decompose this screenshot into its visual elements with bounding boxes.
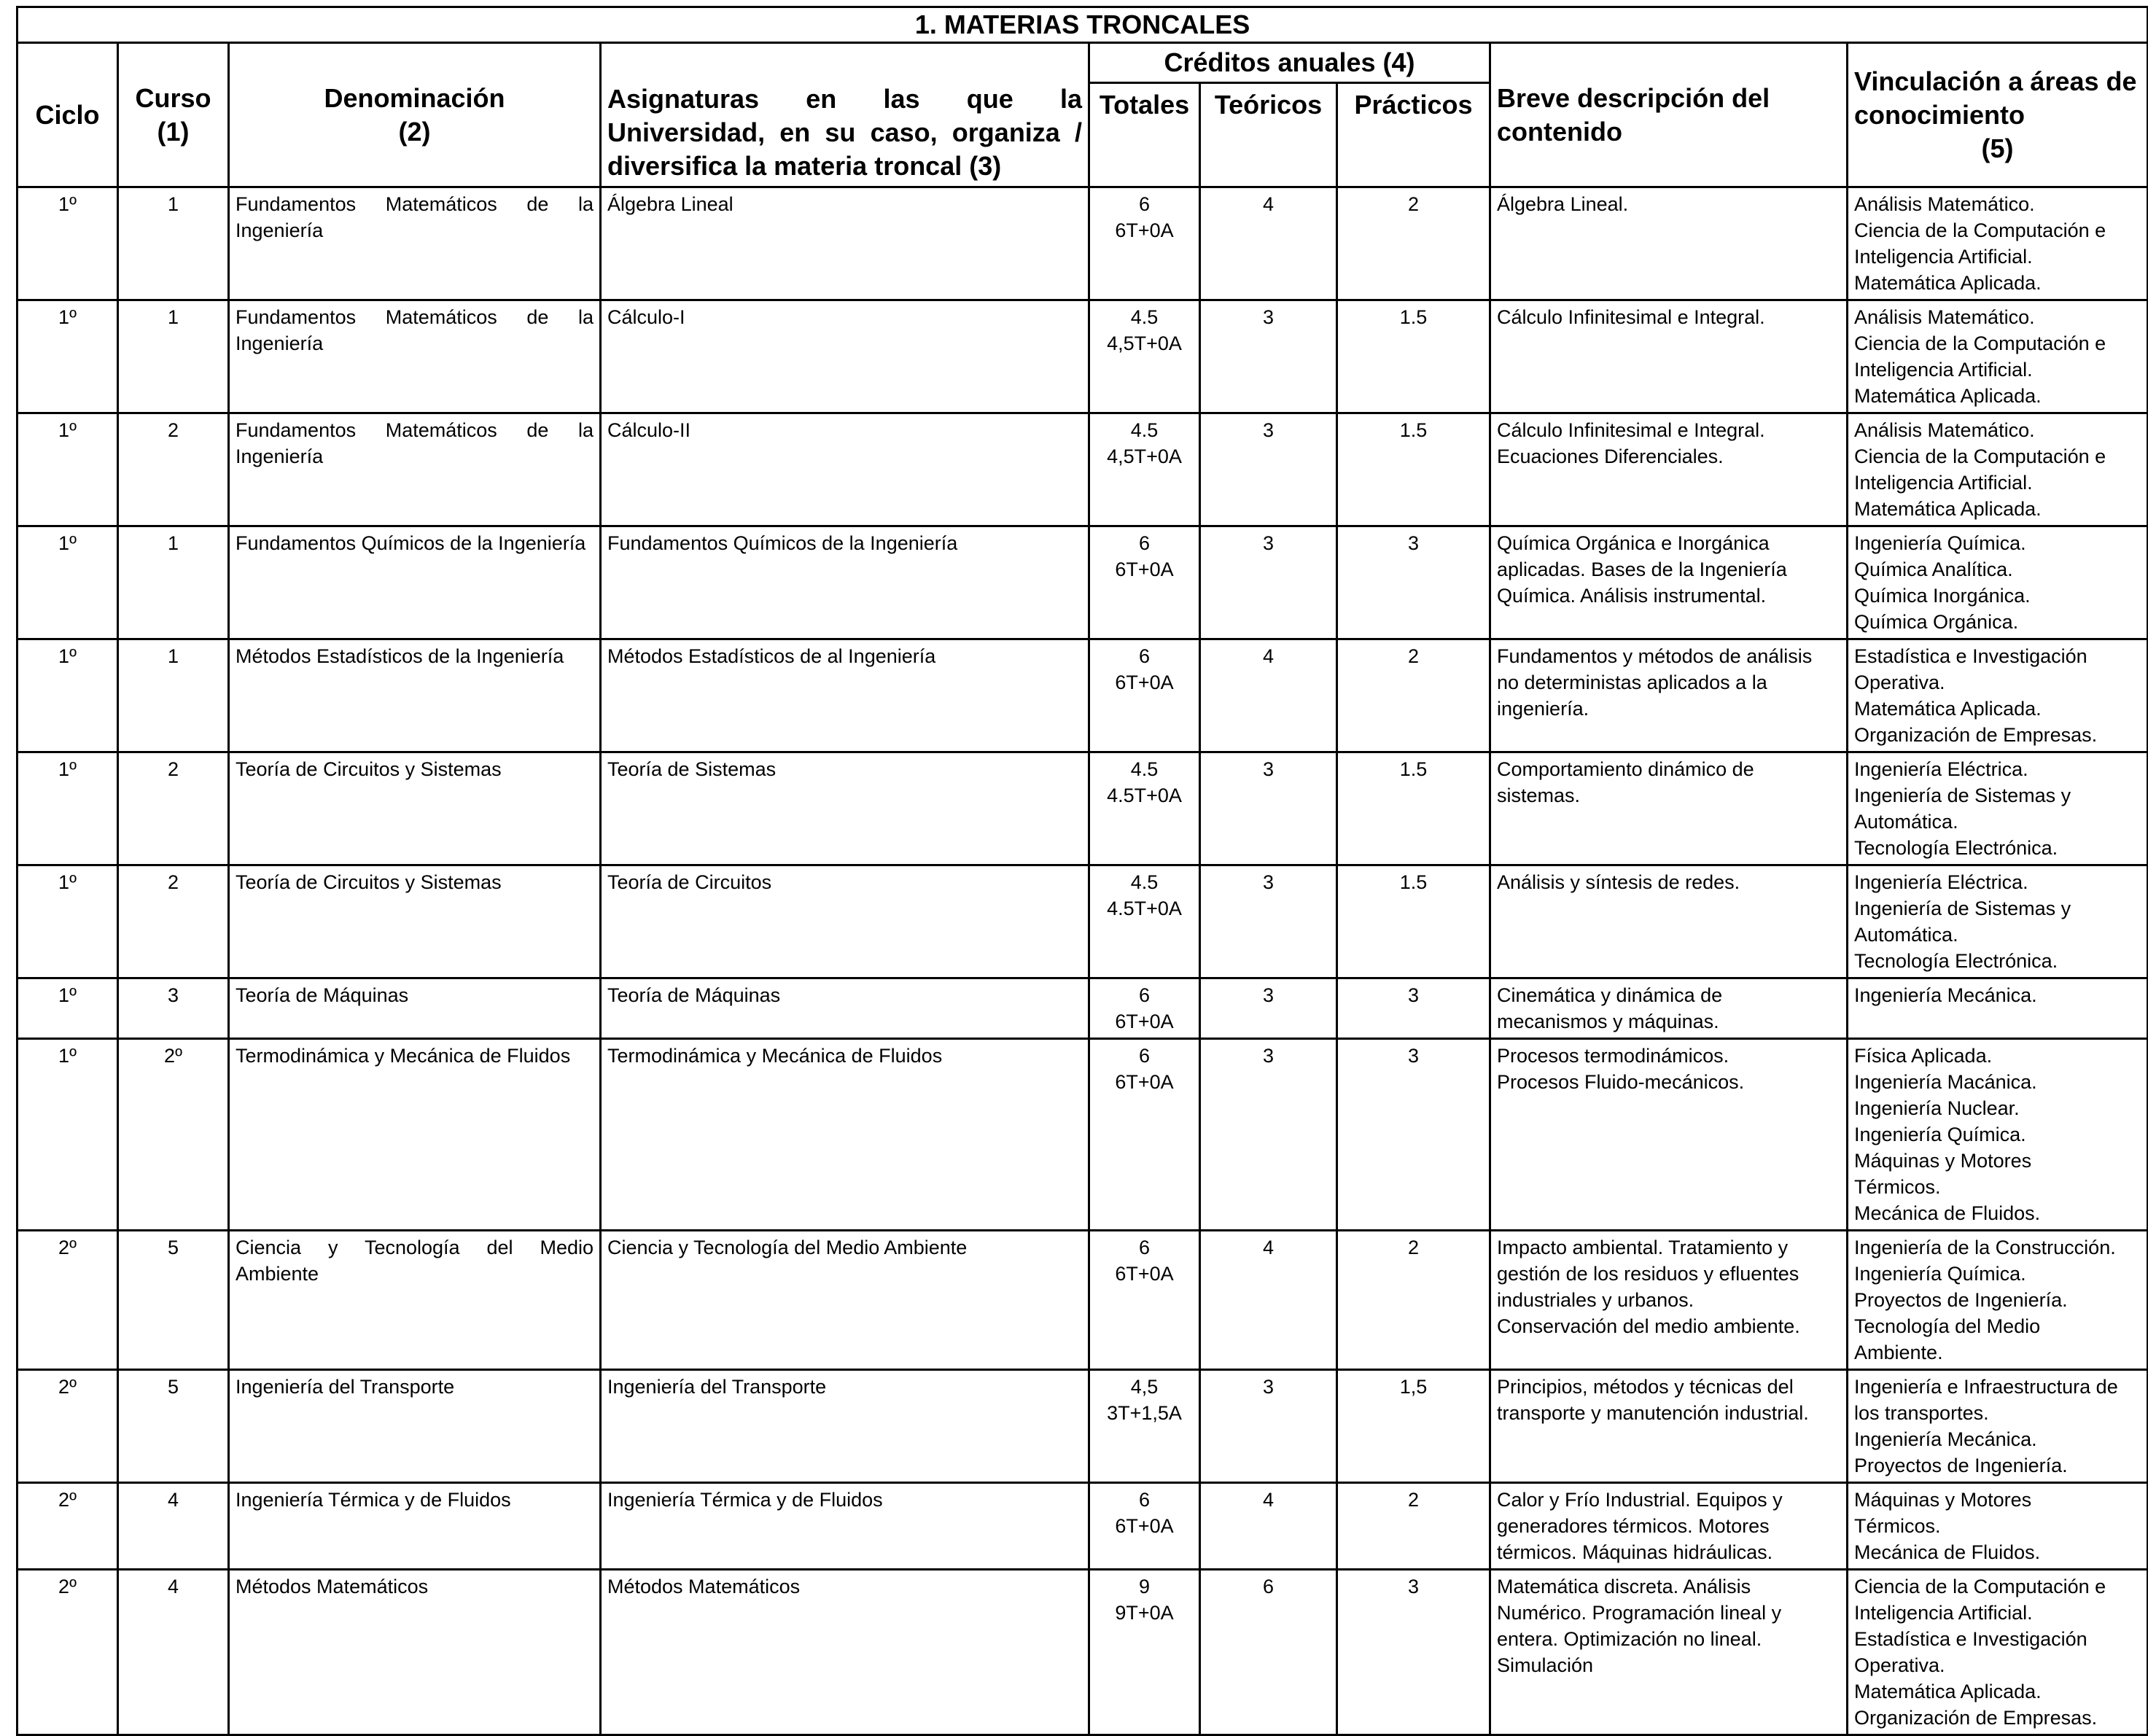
table-row — [17, 1039, 2148, 1231]
cell-vinculacion — [1848, 1231, 2148, 1370]
cell-descripcion — [1490, 1570, 1848, 1735]
cell-curso: 2 — [118, 752, 229, 865]
vinculacion-line: Análisis Matemático. — [1854, 193, 2035, 215]
vinculacion-line: Ciencia de la Computación e — [1854, 1576, 2106, 1597]
vinculacion-line: Operativa. — [1854, 1654, 1945, 1676]
descripcion-line: Cinemática y dinámica de — [1497, 984, 1723, 1006]
cell-curso: 4 — [118, 1570, 229, 1735]
descripcion-line: Ecuaciones Diferenciales. — [1497, 445, 1724, 467]
cell-vinculacion — [1848, 978, 2148, 1039]
cell-totales — [1089, 639, 1200, 752]
cell-asignatura: Fundamentos Químicos de la Ingeniería — [601, 526, 1089, 639]
vinculacion-line: Ingeniería de Sistemas y — [1854, 898, 2071, 919]
vinculacion-line: Ingeniería e Infraestructura de — [1854, 1376, 2118, 1398]
descripcion-line: entera. Optimización no lineal. — [1497, 1628, 1762, 1650]
totales-value: 6 — [1138, 193, 1151, 215]
cell-vinculacion — [1848, 413, 2148, 526]
cell-ciclo: 1º — [17, 300, 118, 413]
header-vinculacion-label: Vinculación a áreas de conocimiento — [1854, 66, 2137, 130]
cell-asignatura: Ingeniería Térmica y de Fluidos — [601, 1483, 1089, 1570]
table-row — [17, 526, 2148, 639]
descripcion-line: Impacto ambiental. Tratamiento y — [1497, 1237, 1789, 1258]
vinculacion-line: Ingeniería Química. — [1854, 1263, 2026, 1285]
descripcion-line: sistemas. — [1497, 785, 1581, 806]
descripcion-line: generadores térmicos. Motores — [1497, 1515, 1770, 1537]
table-row — [17, 413, 2148, 526]
cell-asignatura: Álgebra Lineal — [601, 187, 1089, 300]
cell-ciclo: 1º — [17, 1039, 118, 1231]
cell-teoricos: 3 — [1200, 978, 1337, 1039]
descripcion-line: Conservación del medio ambiente. — [1497, 1315, 1800, 1337]
cell-vinculacion — [1848, 300, 2148, 413]
totales-detail: 6T+0A — [1115, 1071, 1174, 1093]
cell-ciclo: 1º — [17, 865, 118, 978]
materias-troncales-table — [16, 6, 2148, 1736]
descripcion-line: Simulación — [1497, 1654, 1594, 1676]
vinculacion-line: Ingeniería Eléctrica. — [1854, 758, 2028, 780]
totales-value: 4.5 — [1130, 419, 1159, 441]
cell-asignatura: Teoría de Máquinas — [601, 978, 1089, 1039]
vinculacion-line: Matemática Aplicada. — [1854, 272, 2042, 294]
cell-ciclo: 1º — [17, 978, 118, 1039]
totales-detail: 6T+0A — [1115, 1011, 1174, 1032]
cell-teoricos: 3 — [1200, 1039, 1337, 1231]
cell-curso: 3 — [118, 978, 229, 1039]
cell-descripcion — [1490, 639, 1848, 752]
troncales-document — [16, 6, 2147, 1736]
cell-asignatura: Métodos Matemáticos — [601, 1570, 1089, 1735]
header-practicos: Prácticos — [1337, 83, 1490, 187]
cell-descripcion — [1490, 978, 1848, 1039]
cell-denominacion: Métodos Estadísticos de la Ingeniería — [229, 639, 601, 752]
vinculacion-line: Matemática Aplicada. — [1854, 385, 2042, 407]
cell-practicos: 3 — [1337, 526, 1490, 639]
descripcion-line: Principios, métodos y técnicas del — [1497, 1376, 1794, 1398]
cell-totales — [1089, 1231, 1200, 1370]
vinculacion-line: Análisis Matemático. — [1854, 419, 2035, 441]
vinculacion-line: Máquinas y Motores — [1854, 1150, 2032, 1172]
table-row — [17, 639, 2148, 752]
totales-detail: 4.5T+0A — [1107, 898, 1182, 919]
descripcion-line: Calor y Frío Industrial. Equipos y — [1497, 1489, 1783, 1511]
cell-teoricos: 3 — [1200, 413, 1337, 526]
vinculacion-line: Organización de Empresas. — [1854, 724, 2098, 746]
table-row — [17, 1370, 2148, 1483]
cell-practicos: 1.5 — [1337, 300, 1490, 413]
descripcion-line: industriales y urbanos. — [1497, 1289, 1694, 1311]
cell-ciclo: 2º — [17, 1231, 118, 1370]
cell-denominacion: Teoría de Circuitos y Sistemas — [229, 865, 601, 978]
descripcion-line: Procesos termodinámicos. — [1497, 1045, 1729, 1067]
header-totales: Totales — [1089, 83, 1200, 187]
totales-value: 6 — [1138, 1489, 1151, 1511]
cell-descripcion — [1490, 752, 1848, 865]
totales-value: 6 — [1138, 645, 1151, 667]
descripcion-line: transporte y manutención industrial. — [1497, 1402, 1809, 1424]
vinculacion-line: Inteligencia Artificial. — [1854, 246, 2033, 268]
header-descripcion: Breve descripción del contenido — [1490, 43, 1848, 187]
vinculacion-line: Tecnología Electrónica. — [1854, 837, 2058, 859]
cell-vinculacion — [1848, 865, 2148, 978]
table-row — [17, 1231, 2148, 1370]
cell-denominacion: Métodos Matemáticos — [229, 1570, 601, 1735]
descripcion-line: térmicos. Máquinas hidráulicas. — [1497, 1541, 1773, 1563]
vinculacion-line: Ingeniería Química. — [1854, 532, 2026, 554]
descripcion-line: aplicadas. Bases de la Ingeniería — [1497, 558, 1787, 580]
descripcion-line: Numérico. Programación lineal y — [1497, 1602, 1782, 1624]
totales-value: 6 — [1138, 1237, 1151, 1258]
descripcion-line: Cálculo Infinitesimal e Integral. — [1497, 306, 1765, 328]
cell-descripcion — [1490, 865, 1848, 978]
table-row — [17, 978, 2148, 1039]
cell-teoricos: 4 — [1200, 187, 1337, 300]
cell-denominacion: Ingeniería Térmica y de Fluidos — [229, 1483, 601, 1570]
totales-detail: 4,5T+0A — [1107, 332, 1182, 354]
descripcion-line: Álgebra Lineal. — [1497, 193, 1629, 215]
cell-vinculacion — [1848, 1570, 2148, 1735]
cell-practicos: 2 — [1337, 187, 1490, 300]
cell-practicos: 1.5 — [1337, 865, 1490, 978]
table-row — [17, 300, 2148, 413]
cell-curso: 2º — [118, 1039, 229, 1231]
cell-descripcion — [1490, 1039, 1848, 1231]
vinculacion-line: Térmicos. — [1854, 1515, 1941, 1537]
header-curso-label: Curso — [135, 82, 211, 113]
vinculacion-line: Química Inorgánica. — [1854, 585, 2031, 607]
cell-totales — [1089, 752, 1200, 865]
vinculacion-line: Mecánica de Fluidos. — [1854, 1541, 2041, 1563]
cell-asignatura: Teoría de Sistemas — [601, 752, 1089, 865]
descripcion-line: mecanismos y máquinas. — [1497, 1011, 1719, 1032]
cell-teoricos: 6 — [1200, 1570, 1337, 1735]
cell-asignatura: Métodos Estadísticos de al Ingeniería — [601, 639, 1089, 752]
vinculacion-line: Química Orgánica. — [1854, 611, 2019, 633]
cell-totales — [1089, 865, 1200, 978]
totales-value: 6 — [1138, 1045, 1151, 1067]
cell-vinculacion — [1848, 187, 2148, 300]
vinculacion-line: Automática. — [1854, 924, 1958, 946]
vinculacion-line: los transportes. — [1854, 1402, 1989, 1424]
totales-value: 4.5 — [1130, 306, 1159, 328]
vinculacion-line: Operativa. — [1854, 672, 1945, 693]
cell-descripcion — [1490, 300, 1848, 413]
totales-value: 6 — [1138, 984, 1151, 1006]
cell-teoricos: 3 — [1200, 526, 1337, 639]
vinculacion-line: Ingeniería de la Construcción. — [1854, 1237, 2116, 1258]
descripcion-line: Cálculo Infinitesimal e Integral. — [1497, 419, 1765, 441]
cell-denominacion: Fundamentos Matemáticos de la Ingeniería — [229, 300, 601, 413]
table-row — [17, 752, 2148, 865]
cell-practicos: 1.5 — [1337, 413, 1490, 526]
cell-denominacion: Fundamentos Matemáticos de la Ingeniería — [229, 187, 601, 300]
header-creditos: Créditos anuales (4) — [1089, 43, 1490, 83]
cell-asignatura: Cálculo-II — [601, 413, 1089, 526]
totales-detail: 6T+0A — [1115, 219, 1174, 241]
vinculacion-line: Tecnología Electrónica. — [1854, 950, 2058, 972]
table-row — [17, 1483, 2148, 1570]
descripcion-line: gestión de los residuos y efluentes — [1497, 1263, 1799, 1285]
cell-totales — [1089, 526, 1200, 639]
vinculacion-line: Matemática Aplicada. — [1854, 1681, 2042, 1702]
cell-ciclo: 1º — [17, 639, 118, 752]
descripcion-line: Matemática discreta. Análisis — [1497, 1576, 1751, 1597]
totales-detail: 6T+0A — [1115, 558, 1174, 580]
vinculacion-line: Mecánica de Fluidos. — [1854, 1202, 2041, 1224]
cell-descripcion — [1490, 413, 1848, 526]
header-vinculacion-note: (5) — [1981, 133, 2014, 163]
vinculacion-line: Ingeniería Nuclear. — [1854, 1097, 2020, 1119]
vinculacion-line: Tecnología del Medio — [1854, 1315, 2041, 1337]
cell-ciclo: 2º — [17, 1483, 118, 1570]
descripcion-line: Procesos Fluido-mecánicos. — [1497, 1071, 1745, 1093]
cell-curso: 1 — [118, 526, 229, 639]
cell-curso: 4 — [118, 1483, 229, 1570]
descripcion-line: Análisis y síntesis de redes. — [1497, 871, 1740, 893]
totales-detail: 6T+0A — [1115, 1515, 1174, 1537]
table-body — [17, 187, 2148, 1735]
cell-practicos: 2 — [1337, 639, 1490, 752]
cell-descripcion — [1490, 526, 1848, 639]
header-asignaturas: Asignaturas en las que la Universidad, en su caso, organiza / diversifica la materia troncal (3) — [601, 43, 1089, 187]
header-ciclo: Ciclo — [17, 43, 118, 187]
cell-totales — [1089, 300, 1200, 413]
title-row — [17, 7, 2148, 43]
cell-vinculacion — [1848, 639, 2148, 752]
table-row — [17, 865, 2148, 978]
cell-denominacion: Ingeniería del Transporte — [229, 1370, 601, 1483]
cell-ciclo: 1º — [17, 752, 118, 865]
cell-totales — [1089, 1570, 1200, 1735]
vinculacion-line: Ambiente. — [1854, 1342, 1943, 1363]
header-curso — [118, 43, 229, 187]
descripcion-line: Química. Análisis instrumental. — [1497, 585, 1767, 607]
cell-teoricos: 4 — [1200, 639, 1337, 752]
cell-totales — [1089, 1039, 1200, 1231]
totales-detail: 4,5T+0A — [1107, 445, 1182, 467]
cell-practicos: 3 — [1337, 978, 1490, 1039]
vinculacion-line: Proyectos de Ingeniería. — [1854, 1289, 2068, 1311]
totales-value: 4.5 — [1130, 871, 1159, 893]
cell-denominacion: Fundamentos Químicos de la Ingeniería — [229, 526, 601, 639]
cell-practicos: 1,5 — [1337, 1370, 1490, 1483]
header-denominacion-note: (2) — [398, 116, 431, 147]
vinculacion-line: Ciencia de la Computación e — [1854, 445, 2106, 467]
vinculacion-line: Inteligencia Artificial. — [1854, 359, 2033, 381]
descripcion-line: ingeniería. — [1497, 698, 1589, 720]
cell-denominacion: Ciencia y Tecnología del Medio Ambiente — [229, 1231, 601, 1370]
cell-asignatura: Ingeniería del Transporte — [601, 1370, 1089, 1483]
cell-teoricos: 3 — [1200, 752, 1337, 865]
cell-ciclo: 1º — [17, 526, 118, 639]
cell-denominacion: Fundamentos Matemáticos de la Ingeniería — [229, 413, 601, 526]
header-denominacion — [229, 43, 601, 187]
cell-curso: 5 — [118, 1231, 229, 1370]
cell-ciclo: 1º — [17, 187, 118, 300]
vinculacion-line: Inteligencia Artificial. — [1854, 1602, 2033, 1624]
cell-descripcion — [1490, 187, 1848, 300]
cell-practicos: 2 — [1337, 1483, 1490, 1570]
table-row — [17, 1570, 2148, 1735]
header-teoricos: Teóricos — [1200, 83, 1337, 187]
cell-curso: 1 — [118, 300, 229, 413]
cell-denominacion: Teoría de Máquinas — [229, 978, 601, 1039]
vinculacion-line: Estadística e Investigación — [1854, 645, 2087, 667]
totales-detail: 9T+0A — [1115, 1602, 1174, 1624]
cell-practicos: 3 — [1337, 1570, 1490, 1735]
totales-detail: 6T+0A — [1115, 672, 1174, 693]
vinculacion-line: Inteligencia Artificial. — [1854, 472, 2033, 494]
table-title: 1. MATERIAS TRONCALES — [17, 7, 2148, 43]
descripcion-line: Fundamentos y métodos de análisis — [1497, 645, 1813, 667]
vinculacion-line: Ingeniería Eléctrica. — [1854, 871, 2028, 893]
cell-vinculacion — [1848, 1370, 2148, 1483]
cell-denominacion: Termodinámica y Mecánica de Fluidos — [229, 1039, 601, 1231]
descripcion-line: no deterministas aplicados a la — [1497, 672, 1767, 693]
cell-curso: 2 — [118, 865, 229, 978]
cell-teoricos: 4 — [1200, 1483, 1337, 1570]
cell-vinculacion — [1848, 1039, 2148, 1231]
vinculacion-line: Ingeniería de Sistemas y — [1854, 785, 2071, 806]
vinculacion-line: Ingeniería Mecánica. — [1854, 1428, 2037, 1450]
cell-descripcion — [1490, 1231, 1848, 1370]
vinculacion-line: Química Analítica. — [1854, 558, 2013, 580]
vinculacion-line: Proyectos de Ingeniería. — [1854, 1455, 2068, 1476]
header-curso-note: (1) — [157, 116, 190, 147]
vinculacion-line: Ingeniería Mecánica. — [1854, 984, 2037, 1006]
header-row-1 — [17, 43, 2148, 83]
vinculacion-line: Térmicos. — [1854, 1176, 1941, 1198]
cell-descripcion — [1490, 1370, 1848, 1483]
cell-totales — [1089, 1483, 1200, 1570]
cell-descripcion — [1490, 1483, 1848, 1570]
cell-denominacion: Teoría de Circuitos y Sistemas — [229, 752, 601, 865]
totales-value: 4,5 — [1130, 1376, 1159, 1398]
cell-curso: 5 — [118, 1370, 229, 1483]
vinculacion-line: Matemática Aplicada. — [1854, 498, 2042, 520]
cell-vinculacion — [1848, 526, 2148, 639]
descripcion-line: Comportamiento dinámico de — [1497, 758, 1754, 780]
cell-totales — [1089, 413, 1200, 526]
vinculacion-line: Ciencia de la Computación e — [1854, 332, 2106, 354]
vinculacion-line: Análisis Matemático. — [1854, 306, 2035, 328]
cell-asignatura: Cálculo-I — [601, 300, 1089, 413]
cell-totales — [1089, 978, 1200, 1039]
cell-asignatura: Termodinámica y Mecánica de Fluidos — [601, 1039, 1089, 1231]
vinculacion-line: Máquinas y Motores — [1854, 1489, 2032, 1511]
cell-asignatura: Teoría de Circuitos — [601, 865, 1089, 978]
vinculacion-line: Ingeniería Química. — [1854, 1124, 2026, 1145]
cell-teoricos: 3 — [1200, 300, 1337, 413]
totales-value: 6 — [1138, 532, 1151, 554]
cell-practicos: 2 — [1337, 1231, 1490, 1370]
vinculacion-line: Matemática Aplicada. — [1854, 698, 2042, 720]
cell-curso: 1 — [118, 187, 229, 300]
cell-curso: 2 — [118, 413, 229, 526]
vinculacion-line: Automática. — [1854, 811, 1958, 833]
cell-teoricos: 3 — [1200, 1370, 1337, 1483]
cell-ciclo: 2º — [17, 1570, 118, 1735]
cell-teoricos: 3 — [1200, 865, 1337, 978]
totales-detail: 3T+1,5A — [1107, 1402, 1182, 1424]
cell-teoricos: 4 — [1200, 1231, 1337, 1370]
vinculacion-line: Física Aplicada. — [1854, 1045, 1993, 1067]
cell-curso: 1 — [118, 639, 229, 752]
cell-practicos: 3 — [1337, 1039, 1490, 1231]
descripcion-line: Química Orgánica e Inorgánica — [1497, 532, 1770, 554]
cell-ciclo: 1º — [17, 413, 118, 526]
vinculacion-line: Ciencia de la Computación e — [1854, 219, 2106, 241]
cell-totales — [1089, 187, 1200, 300]
header-denominacion-label: Denominación — [324, 82, 505, 113]
cell-ciclo: 2º — [17, 1370, 118, 1483]
totales-detail: 4.5T+0A — [1107, 785, 1182, 806]
cell-totales — [1089, 1370, 1200, 1483]
totales-value: 4.5 — [1130, 758, 1159, 780]
totales-value: 9 — [1138, 1576, 1151, 1597]
header-vinculacion — [1848, 43, 2148, 187]
vinculacion-line: Organización de Empresas. — [1854, 1707, 2098, 1729]
cell-vinculacion — [1848, 1483, 2148, 1570]
vinculacion-line: Ingeniería Macánica. — [1854, 1071, 2037, 1093]
cell-vinculacion — [1848, 752, 2148, 865]
cell-practicos: 1.5 — [1337, 752, 1490, 865]
table-row — [17, 187, 2148, 300]
cell-asignatura: Ciencia y Tecnología del Medio Ambiente — [601, 1231, 1089, 1370]
totales-detail: 6T+0A — [1115, 1263, 1174, 1285]
vinculacion-line: Estadística e Investigación — [1854, 1628, 2087, 1650]
